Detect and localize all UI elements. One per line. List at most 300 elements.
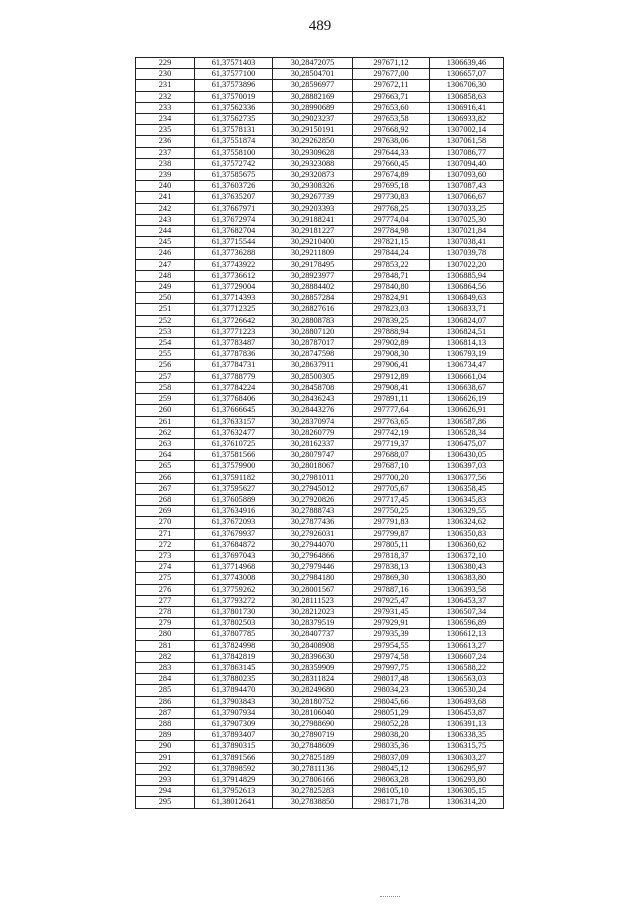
latitude-cell: 61,37880235 — [195, 674, 273, 685]
y-coordinate-cell: 1306607,24 — [430, 651, 504, 662]
table-row — [136, 662, 504, 673]
latitude-cell: 61,37736612 — [195, 270, 273, 281]
table-row — [136, 752, 504, 763]
y-coordinate-cell: 1306638,67 — [430, 382, 504, 393]
longitude-cell: 30,28249680 — [273, 685, 353, 696]
longitude-cell: 30,28882169 — [273, 91, 353, 102]
table-row — [136, 506, 504, 517]
point-number-cell: 283 — [136, 662, 195, 673]
longitude-cell: 30,28500305 — [273, 371, 353, 382]
latitude-cell: 61,37573896 — [195, 80, 273, 91]
longitude-cell: 30,28596977 — [273, 80, 353, 91]
page-number: 489 — [308, 18, 332, 34]
y-coordinate-cell: 1306661,04 — [430, 371, 504, 382]
point-number-cell: 287 — [136, 707, 195, 718]
x-coordinate-cell: 298063,28 — [353, 775, 430, 786]
y-coordinate-cell: 1306613,27 — [430, 640, 504, 651]
table-row — [136, 786, 504, 797]
longitude-cell: 30,27926031 — [273, 528, 353, 539]
table-row — [136, 629, 504, 640]
longitude-cell: 30,28111523 — [273, 595, 353, 606]
table-row — [136, 214, 504, 225]
y-coordinate-cell: 1307061,58 — [430, 136, 504, 147]
x-coordinate-cell: 297848,71 — [353, 270, 430, 281]
longitude-cell: 30,27806166 — [273, 775, 353, 786]
point-number-cell: 251 — [136, 304, 195, 315]
table-row — [136, 147, 504, 158]
y-coordinate-cell: 1307021,84 — [430, 226, 504, 237]
table-row — [136, 259, 504, 270]
y-coordinate-cell: 1306377,56 — [430, 472, 504, 483]
x-coordinate-cell: 297818,37 — [353, 550, 430, 561]
longitude-cell: 30,28458708 — [273, 382, 353, 393]
latitude-cell: 61,37891566 — [195, 752, 273, 763]
latitude-cell: 61,37893407 — [195, 730, 273, 741]
longitude-cell: 30,28923977 — [273, 270, 353, 281]
x-coordinate-cell: 297677,00 — [353, 69, 430, 80]
scan-artifact-line — [380, 896, 400, 897]
table-row — [136, 248, 504, 259]
table-row — [136, 550, 504, 561]
longitude-cell: 30,28018067 — [273, 461, 353, 472]
point-number-cell: 259 — [136, 394, 195, 405]
x-coordinate-cell: 297705,67 — [353, 483, 430, 494]
y-coordinate-cell: 1306360,62 — [430, 539, 504, 550]
latitude-cell: 61,37603726 — [195, 181, 273, 192]
longitude-cell: 30,27981011 — [273, 472, 353, 483]
table-row — [136, 326, 504, 337]
latitude-cell: 61,37591182 — [195, 472, 273, 483]
table-row — [136, 696, 504, 707]
point-number-cell: 242 — [136, 203, 195, 214]
y-coordinate-cell: 1306358,45 — [430, 483, 504, 494]
point-number-cell: 252 — [136, 315, 195, 326]
latitude-cell: 61,37578131 — [195, 125, 273, 136]
point-number-cell: 236 — [136, 136, 195, 147]
y-coordinate-cell: 1306833,71 — [430, 304, 504, 315]
longitude-cell: 30,27811136 — [273, 763, 353, 774]
latitude-cell: 61,37714393 — [195, 293, 273, 304]
longitude-cell: 30,29211809 — [273, 248, 353, 259]
coordinates-table-body — [136, 58, 504, 809]
longitude-cell: 30,29203393 — [273, 203, 353, 214]
x-coordinate-cell: 297668,92 — [353, 125, 430, 136]
y-coordinate-cell: 1307094,40 — [430, 158, 504, 169]
point-number-cell: 291 — [136, 752, 195, 763]
x-coordinate-cell: 297853,22 — [353, 259, 430, 270]
table-row — [136, 562, 504, 573]
point-number-cell: 244 — [136, 226, 195, 237]
x-coordinate-cell: 298045,66 — [353, 696, 430, 707]
point-number-cell: 269 — [136, 506, 195, 517]
table-row — [136, 338, 504, 349]
longitude-cell: 30,28162337 — [273, 438, 353, 449]
table-row — [136, 651, 504, 662]
y-coordinate-cell: 1307022,20 — [430, 259, 504, 270]
point-number-cell: 240 — [136, 181, 195, 192]
longitude-cell: 30,28370974 — [273, 416, 353, 427]
latitude-cell: 61,37581566 — [195, 450, 273, 461]
latitude-cell: 61,37697043 — [195, 550, 273, 561]
latitude-cell: 61,37793272 — [195, 595, 273, 606]
latitude-cell: 61,37907934 — [195, 707, 273, 718]
latitude-cell: 61,37672093 — [195, 517, 273, 528]
latitude-cell: 61,37715544 — [195, 237, 273, 248]
x-coordinate-cell: 297887,16 — [353, 584, 430, 595]
latitude-cell: 61,37605889 — [195, 494, 273, 505]
point-number-cell: 280 — [136, 629, 195, 640]
y-coordinate-cell: 1306706,30 — [430, 80, 504, 91]
point-number-cell: 293 — [136, 775, 195, 786]
x-coordinate-cell: 297935,39 — [353, 629, 430, 640]
longitude-cell: 30,28379519 — [273, 618, 353, 629]
x-coordinate-cell: 297824,91 — [353, 293, 430, 304]
latitude-cell: 61,37570019 — [195, 91, 273, 102]
point-number-cell: 257 — [136, 371, 195, 382]
point-number-cell: 282 — [136, 651, 195, 662]
latitude-cell: 61,37610725 — [195, 438, 273, 449]
x-coordinate-cell: 297799,87 — [353, 528, 430, 539]
y-coordinate-cell: 1306530,24 — [430, 685, 504, 696]
y-coordinate-cell: 1307025,30 — [430, 214, 504, 225]
x-coordinate-cell: 298035,36 — [353, 741, 430, 752]
y-coordinate-cell: 1306587,86 — [430, 416, 504, 427]
latitude-cell: 61,37842819 — [195, 651, 273, 662]
y-coordinate-cell: 1306338,35 — [430, 730, 504, 741]
coordinates-table-container — [135, 57, 503, 809]
y-coordinate-cell: 1306329,55 — [430, 506, 504, 517]
y-coordinate-cell: 1306324,62 — [430, 517, 504, 528]
point-number-cell: 294 — [136, 786, 195, 797]
longitude-cell: 30,28079747 — [273, 450, 353, 461]
table-row — [136, 438, 504, 449]
y-coordinate-cell: 1306507,34 — [430, 606, 504, 617]
point-number-cell: 273 — [136, 550, 195, 561]
longitude-cell: 30,28359909 — [273, 662, 353, 673]
latitude-cell: 61,37788779 — [195, 371, 273, 382]
longitude-cell: 30,29188241 — [273, 214, 353, 225]
point-number-cell: 265 — [136, 461, 195, 472]
x-coordinate-cell: 297638,06 — [353, 136, 430, 147]
point-number-cell: 284 — [136, 674, 195, 685]
longitude-cell: 30,28396630 — [273, 651, 353, 662]
table-row — [136, 494, 504, 505]
point-number-cell: 239 — [136, 170, 195, 181]
longitude-cell: 30,27988690 — [273, 718, 353, 729]
longitude-cell: 30,27979446 — [273, 562, 353, 573]
x-coordinate-cell: 297768,25 — [353, 203, 430, 214]
x-coordinate-cell: 298045,12 — [353, 763, 430, 774]
latitude-cell: 61,37898592 — [195, 763, 273, 774]
latitude-cell: 61,37824998 — [195, 640, 273, 651]
latitude-cell: 61,37577100 — [195, 69, 273, 80]
y-coordinate-cell: 1306295,97 — [430, 763, 504, 774]
table-row — [136, 91, 504, 102]
y-coordinate-cell: 1307002,14 — [430, 125, 504, 136]
latitude-cell: 61,37667971 — [195, 203, 273, 214]
x-coordinate-cell: 297719,37 — [353, 438, 430, 449]
x-coordinate-cell: 298051,29 — [353, 707, 430, 718]
y-coordinate-cell: 1306305,15 — [430, 786, 504, 797]
y-coordinate-cell: 1306293,80 — [430, 775, 504, 786]
latitude-cell: 61,37801730 — [195, 606, 273, 617]
table-row — [136, 461, 504, 472]
longitude-cell: 30,28787017 — [273, 338, 353, 349]
longitude-cell: 30,29308326 — [273, 181, 353, 192]
table-row — [136, 775, 504, 786]
table-row — [136, 58, 504, 69]
x-coordinate-cell: 297844,24 — [353, 248, 430, 259]
latitude-cell: 61,37903843 — [195, 696, 273, 707]
x-coordinate-cell: 297644,33 — [353, 147, 430, 158]
point-number-cell: 233 — [136, 102, 195, 113]
y-coordinate-cell: 1306563,03 — [430, 674, 504, 685]
table-row — [136, 517, 504, 528]
x-coordinate-cell: 297695,18 — [353, 181, 430, 192]
longitude-cell: 30,27877436 — [273, 517, 353, 528]
y-coordinate-cell: 1306858,63 — [430, 91, 504, 102]
y-coordinate-cell: 1307066,67 — [430, 192, 504, 203]
table-row — [136, 427, 504, 438]
point-number-cell: 286 — [136, 696, 195, 707]
point-number-cell: 264 — [136, 450, 195, 461]
longitude-cell: 30,27838850 — [273, 797, 353, 808]
y-coordinate-cell: 1306639,46 — [430, 58, 504, 69]
latitude-cell: 61,37783487 — [195, 338, 273, 349]
longitude-cell: 30,29323088 — [273, 158, 353, 169]
table-row — [136, 69, 504, 80]
y-coordinate-cell: 1306824,07 — [430, 315, 504, 326]
latitude-cell: 61,37682704 — [195, 226, 273, 237]
latitude-cell: 61,37736288 — [195, 248, 273, 259]
longitude-cell: 30,28407737 — [273, 629, 353, 640]
y-coordinate-cell: 1307038,41 — [430, 237, 504, 248]
longitude-cell: 30,29150191 — [273, 125, 353, 136]
point-number-cell: 285 — [136, 685, 195, 696]
y-coordinate-cell: 1306430,05 — [430, 450, 504, 461]
y-coordinate-cell: 1306933,82 — [430, 114, 504, 125]
x-coordinate-cell: 297929,91 — [353, 618, 430, 629]
table-row — [136, 483, 504, 494]
longitude-cell: 30,28408908 — [273, 640, 353, 651]
latitude-cell: 61,37768406 — [195, 394, 273, 405]
longitude-cell: 30,28212023 — [273, 606, 353, 617]
latitude-cell: 61,37562735 — [195, 114, 273, 125]
latitude-cell: 61,37634916 — [195, 506, 273, 517]
latitude-cell: 61,37679937 — [195, 528, 273, 539]
x-coordinate-cell: 298034,23 — [353, 685, 430, 696]
table-row — [136, 416, 504, 427]
point-number-cell: 245 — [136, 237, 195, 248]
point-number-cell: 238 — [136, 158, 195, 169]
point-number-cell: 275 — [136, 573, 195, 584]
point-number-cell: 247 — [136, 259, 195, 270]
longitude-cell: 30,29309628 — [273, 147, 353, 158]
latitude-cell: 61,37684872 — [195, 539, 273, 550]
point-number-cell: 279 — [136, 618, 195, 629]
x-coordinate-cell: 297974,58 — [353, 651, 430, 662]
y-coordinate-cell: 1306383,80 — [430, 573, 504, 584]
y-coordinate-cell: 1307033,25 — [430, 203, 504, 214]
point-number-cell: 253 — [136, 326, 195, 337]
table-row — [136, 606, 504, 617]
x-coordinate-cell: 297774,04 — [353, 214, 430, 225]
point-number-cell: 243 — [136, 214, 195, 225]
latitude-cell: 61,37672974 — [195, 214, 273, 225]
point-number-cell: 241 — [136, 192, 195, 203]
x-coordinate-cell: 297838,13 — [353, 562, 430, 573]
point-number-cell: 281 — [136, 640, 195, 651]
y-coordinate-cell: 1306372,10 — [430, 550, 504, 561]
longitude-cell: 30,28472075 — [273, 58, 353, 69]
latitude-cell: 61,37743008 — [195, 573, 273, 584]
x-coordinate-cell: 297791,83 — [353, 517, 430, 528]
x-coordinate-cell: 297674,89 — [353, 170, 430, 181]
point-number-cell: 290 — [136, 741, 195, 752]
table-row — [136, 349, 504, 360]
longitude-cell: 30,28504701 — [273, 69, 353, 80]
table-row — [136, 394, 504, 405]
y-coordinate-cell: 1306493,68 — [430, 696, 504, 707]
point-number-cell: 235 — [136, 125, 195, 136]
y-coordinate-cell: 1306528,34 — [430, 427, 504, 438]
latitude-cell: 61,37632477 — [195, 427, 273, 438]
table-row — [136, 640, 504, 651]
x-coordinate-cell: 298171,78 — [353, 797, 430, 808]
y-coordinate-cell: 1306588,22 — [430, 662, 504, 673]
x-coordinate-cell: 297869,30 — [353, 573, 430, 584]
x-coordinate-cell: 297931,45 — [353, 606, 430, 617]
point-number-cell: 292 — [136, 763, 195, 774]
longitude-cell: 30,27964866 — [273, 550, 353, 561]
point-number-cell: 289 — [136, 730, 195, 741]
latitude-cell: 61,37726642 — [195, 315, 273, 326]
latitude-cell: 61,37712325 — [195, 304, 273, 315]
y-coordinate-cell: 1306453,87 — [430, 707, 504, 718]
table-row — [136, 730, 504, 741]
longitude-cell: 30,28637911 — [273, 360, 353, 371]
y-coordinate-cell: 1307087,43 — [430, 181, 504, 192]
table-row — [136, 136, 504, 147]
point-number-cell: 237 — [136, 147, 195, 158]
longitude-cell: 30,29267739 — [273, 192, 353, 203]
longitude-cell: 30,28808783 — [273, 315, 353, 326]
x-coordinate-cell: 298052,28 — [353, 718, 430, 729]
point-number-cell: 256 — [136, 360, 195, 371]
point-number-cell: 234 — [136, 114, 195, 125]
y-coordinate-cell: 1306849,63 — [430, 293, 504, 304]
table-row — [136, 192, 504, 203]
point-number-cell: 295 — [136, 797, 195, 808]
table-row — [136, 170, 504, 181]
y-coordinate-cell: 1306657,07 — [430, 69, 504, 80]
x-coordinate-cell: 298037,09 — [353, 752, 430, 763]
latitude-cell: 61,37771223 — [195, 326, 273, 337]
longitude-cell: 30,28747598 — [273, 349, 353, 360]
table-row — [136, 573, 504, 584]
x-coordinate-cell: 297671,12 — [353, 58, 430, 69]
coordinates-table — [135, 57, 504, 809]
latitude-cell: 61,37787836 — [195, 349, 273, 360]
table-row — [136, 674, 504, 685]
table-row — [136, 685, 504, 696]
x-coordinate-cell: 297730,83 — [353, 192, 430, 203]
x-coordinate-cell: 297805,11 — [353, 539, 430, 550]
table-row — [136, 114, 504, 125]
latitude-cell: 61,37743922 — [195, 259, 273, 270]
y-coordinate-cell: 1306734,47 — [430, 360, 504, 371]
table-row — [136, 741, 504, 752]
x-coordinate-cell: 297653,60 — [353, 102, 430, 113]
y-coordinate-cell: 1306814,13 — [430, 338, 504, 349]
latitude-cell: 61,37666645 — [195, 405, 273, 416]
x-coordinate-cell: 298017,48 — [353, 674, 430, 685]
point-number-cell: 267 — [136, 483, 195, 494]
x-coordinate-cell: 297912,89 — [353, 371, 430, 382]
x-coordinate-cell: 297660,45 — [353, 158, 430, 169]
y-coordinate-cell: 1306345,83 — [430, 494, 504, 505]
latitude-cell: 61,37802503 — [195, 618, 273, 629]
x-coordinate-cell: 297902,89 — [353, 338, 430, 349]
table-row — [136, 360, 504, 371]
latitude-cell: 61,37890315 — [195, 741, 273, 752]
longitude-cell: 30,29210400 — [273, 237, 353, 248]
x-coordinate-cell: 297823,03 — [353, 304, 430, 315]
x-coordinate-cell: 297717,45 — [353, 494, 430, 505]
longitude-cell: 30,27848609 — [273, 741, 353, 752]
table-row — [136, 181, 504, 192]
y-coordinate-cell: 1306612,13 — [430, 629, 504, 640]
latitude-cell: 61,37952613 — [195, 786, 273, 797]
point-number-cell: 231 — [136, 80, 195, 91]
point-number-cell: 232 — [136, 91, 195, 102]
longitude-cell: 30,29023237 — [273, 114, 353, 125]
x-coordinate-cell: 297663,71 — [353, 91, 430, 102]
latitude-cell: 61,37635207 — [195, 192, 273, 203]
x-coordinate-cell: 297742,19 — [353, 427, 430, 438]
longitude-cell: 30,27944070 — [273, 539, 353, 550]
point-number-cell: 250 — [136, 293, 195, 304]
x-coordinate-cell: 298105,10 — [353, 786, 430, 797]
y-coordinate-cell: 1306314,20 — [430, 797, 504, 808]
latitude-cell: 61,37807785 — [195, 629, 273, 640]
latitude-cell: 61,37633157 — [195, 416, 273, 427]
longitude-cell: 30,28106040 — [273, 707, 353, 718]
x-coordinate-cell: 297888,94 — [353, 326, 430, 337]
latitude-cell: 61,37585675 — [195, 170, 273, 181]
latitude-cell: 61,38012641 — [195, 797, 273, 808]
table-row — [136, 618, 504, 629]
longitude-cell: 30,29262850 — [273, 136, 353, 147]
x-coordinate-cell: 297906,41 — [353, 360, 430, 371]
table-row — [136, 595, 504, 606]
x-coordinate-cell: 297839,25 — [353, 315, 430, 326]
longitude-cell: 30,28807120 — [273, 326, 353, 337]
x-coordinate-cell: 297840,80 — [353, 282, 430, 293]
x-coordinate-cell: 297750,25 — [353, 506, 430, 517]
point-number-cell: 249 — [136, 282, 195, 293]
latitude-cell: 61,37759262 — [195, 584, 273, 595]
longitude-cell: 30,27825283 — [273, 786, 353, 797]
point-number-cell: 260 — [136, 405, 195, 416]
table-row — [136, 539, 504, 550]
latitude-cell: 61,37907309 — [195, 718, 273, 729]
latitude-cell: 61,37914829 — [195, 775, 273, 786]
x-coordinate-cell: 297777,64 — [353, 405, 430, 416]
point-number-cell: 258 — [136, 382, 195, 393]
table-row — [136, 371, 504, 382]
longitude-cell: 30,27825189 — [273, 752, 353, 763]
